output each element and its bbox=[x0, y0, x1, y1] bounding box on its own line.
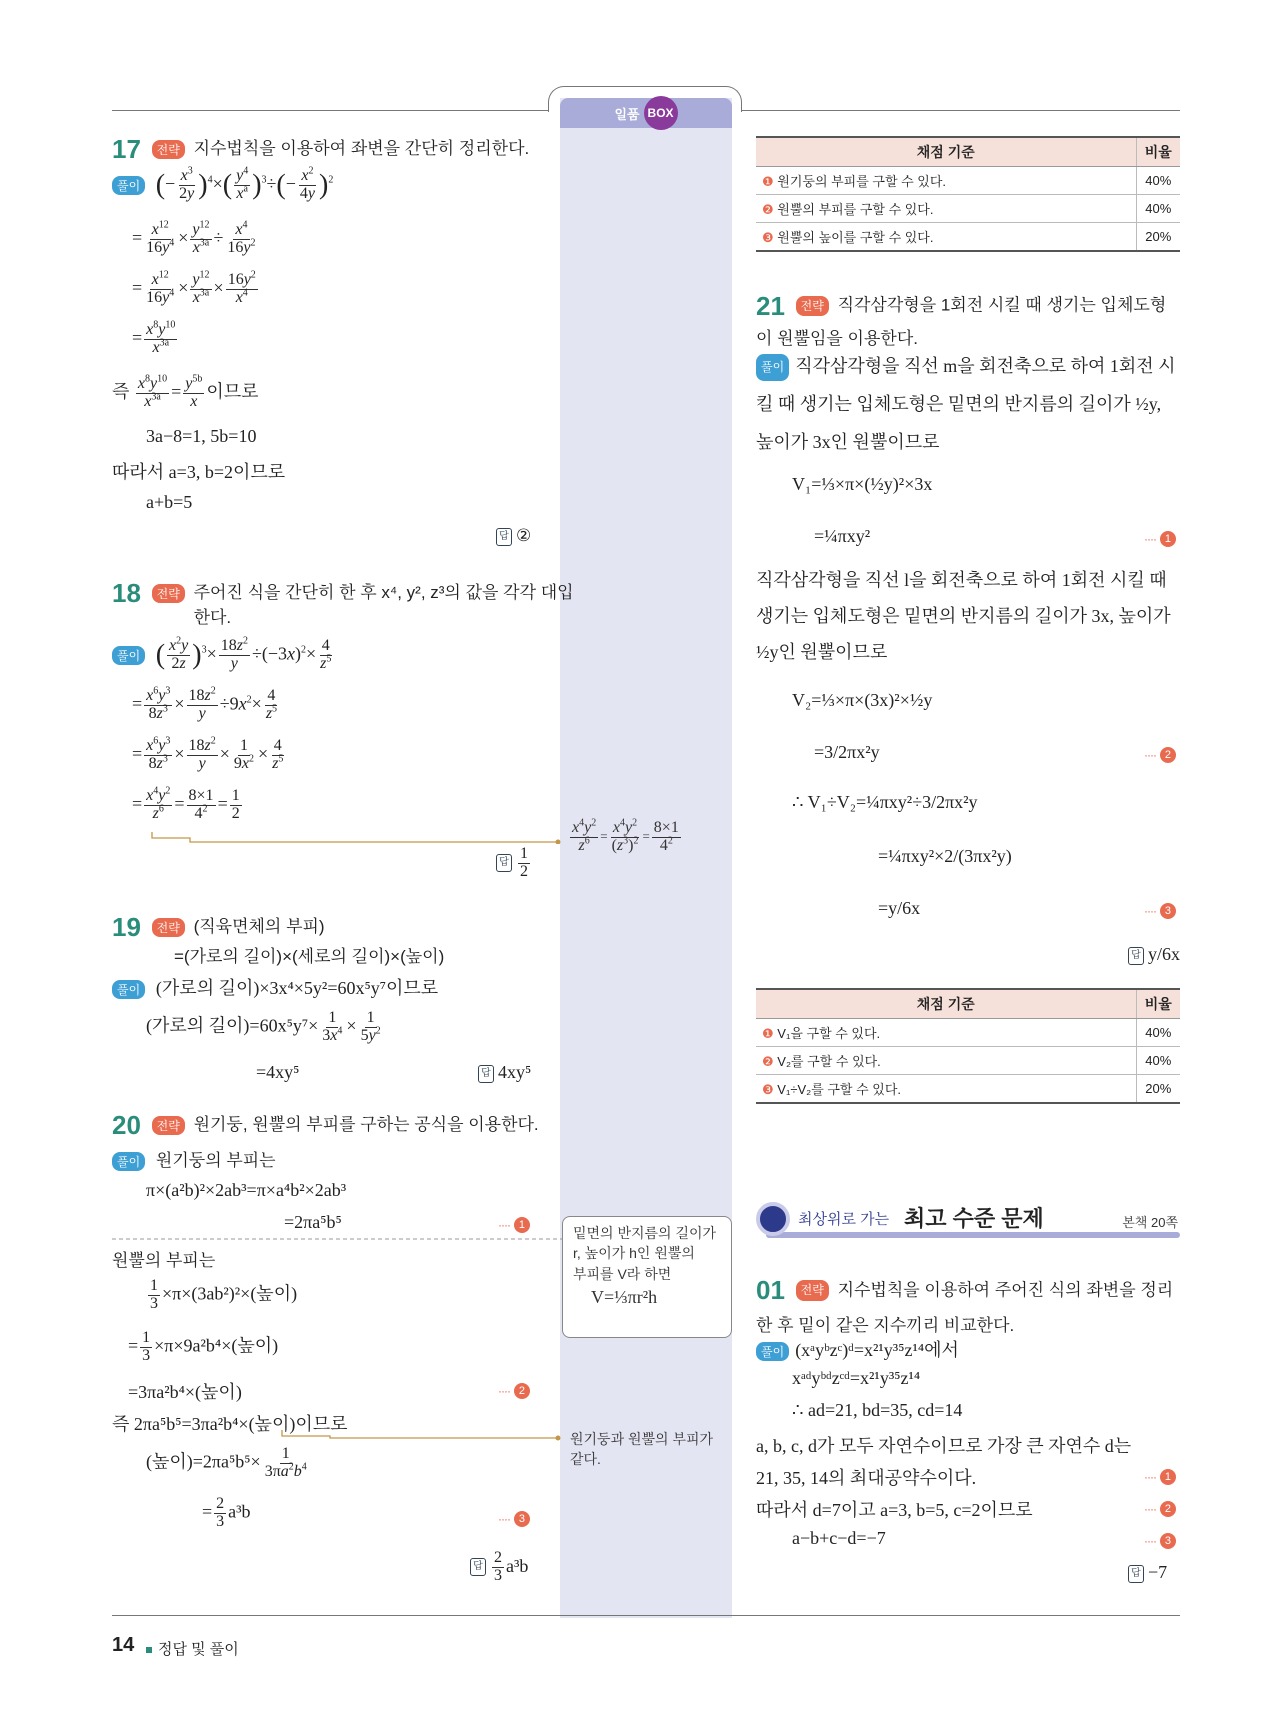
grade-row-text: V₁÷V₂를 구할 수 있다. bbox=[777, 1082, 901, 1097]
q19-sol-text2: (가로의 길이)=60x⁵y⁷× bbox=[146, 1015, 319, 1036]
q21-v2b: =3/2πx²y bbox=[814, 742, 880, 762]
q17-then-word: 즉 bbox=[112, 381, 130, 402]
q01-l3: ∴ ad=21, bd=35, cd=14 bbox=[792, 1400, 963, 1420]
section-header-dot-icon bbox=[756, 1202, 790, 1236]
q01-l2: xᵃᵈyᵇᵈzᶜᵈ=x²¹y³⁵z¹⁴ bbox=[792, 1368, 921, 1388]
grade-row bbox=[756, 1019, 1180, 1047]
section-page-ref: 본책 20쪽 bbox=[1122, 1215, 1178, 1230]
q20-step2 bbox=[498, 1380, 530, 1400]
grade-row-rate: 20% bbox=[1136, 1075, 1180, 1104]
center-note-q20-line1: 원기둥과 원뿔의 부피가 bbox=[570, 1431, 714, 1447]
step-marker-2: 2 bbox=[514, 1383, 530, 1399]
q17-sol-line2: = $\frac{x^{12}}{16y^4}$ × $\frac{y^{12}}{x^{3a}}$ ÷ $\frac{x^4}{16y^2}$ bbox=[132, 219, 256, 256]
q18-answer-den: 2 bbox=[520, 862, 528, 880]
grade-row-marker: ❸ bbox=[762, 230, 774, 245]
q20-l5: $\frac{1}{3}$ ×π×(3ab²)²×(높이) bbox=[150, 1277, 298, 1312]
footer-square-icon bbox=[146, 1647, 152, 1653]
note-box-line3: 부피를 V라 하면 bbox=[573, 1265, 672, 1282]
grade-head-criteria: 채점 기준 bbox=[756, 137, 1136, 167]
q17-answer bbox=[496, 526, 531, 546]
footer-title bbox=[146, 1638, 239, 1659]
q01-header bbox=[756, 1270, 1180, 1339]
q17-then-suffix: 이므로 bbox=[206, 381, 259, 402]
q20-l3: =2πa⁵b⁵ bbox=[284, 1212, 342, 1232]
q19-strategy-line2: =(가로의 길이)×(세로의 길이)×(높이) bbox=[174, 947, 445, 966]
q21-p2-text: 높이가 3x인 원뿔이므로 bbox=[756, 431, 940, 452]
q20-sol-line1 bbox=[112, 1146, 276, 1171]
q20-l10: = $\frac{2}{3}$ a³b bbox=[202, 1495, 251, 1530]
note-box-line4: V=⅓πr²h bbox=[591, 1286, 658, 1307]
grade-head-rate: 비율 bbox=[1136, 137, 1180, 167]
q20-header bbox=[112, 1110, 539, 1141]
q17-header bbox=[112, 134, 529, 165]
strategy-tag: 전략 bbox=[152, 584, 185, 603]
answer-icon: 답 bbox=[1128, 1565, 1144, 1583]
q21-step1 bbox=[1144, 528, 1176, 548]
grade-row-rate: 40% bbox=[1136, 195, 1180, 223]
grade-row-text: V₁을 구할 수 있다. bbox=[777, 1026, 881, 1041]
q19-answer-value: 4xy⁵ bbox=[498, 1062, 532, 1082]
grade-row-rate: 40% bbox=[1136, 167, 1180, 195]
grade-row-text: 원뿔의 부피를 구할 수 있다. bbox=[777, 202, 934, 217]
q20-dashed-connector bbox=[112, 1237, 564, 1241]
q20-text-l1: 원기둥의 부피는 bbox=[155, 1151, 276, 1170]
solution-tag: 풀이 bbox=[756, 354, 789, 381]
grade-row bbox=[756, 195, 1180, 223]
step-dots: ···· bbox=[498, 1512, 510, 1526]
q20-connector bbox=[280, 1428, 564, 1442]
box-title bbox=[560, 98, 732, 128]
q20-l9-text: (높이)=2πa⁵b⁵× bbox=[146, 1451, 261, 1472]
grade-row-rate: 40% bbox=[1136, 1047, 1180, 1075]
step-marker-3: 3 bbox=[1160, 1533, 1176, 1549]
header-rule-left bbox=[112, 110, 552, 111]
box-badge: BOX bbox=[644, 96, 678, 130]
q17-strategy: 지수법칙을 이용하여 좌변을 간단히 정리한다. bbox=[193, 139, 530, 158]
q01-l7: a−b+c−d=−7 bbox=[792, 1528, 886, 1548]
q18-connector bbox=[150, 830, 564, 844]
q01-step3 bbox=[1144, 1530, 1176, 1550]
q21-paragraph1 bbox=[756, 348, 1180, 461]
grade-row bbox=[756, 223, 1180, 252]
q21-v1a: V₁=⅓×π×(½y)²×3x bbox=[792, 474, 933, 494]
q21-header bbox=[756, 286, 1180, 353]
center-note-q20 bbox=[570, 1430, 713, 1469]
strategy-tag: 전략 bbox=[152, 1116, 185, 1135]
q19-sol-line3: =4xy⁵ bbox=[256, 1062, 300, 1082]
q01-strategy: 지수법칙을 이용하여 주어진 식의 좌변을 정리한 후 밑이 같은 지수끼리 비교한다. bbox=[756, 1280, 1174, 1335]
step-dots: ···· bbox=[1144, 1470, 1156, 1484]
note-box-line2: r, 높이가 h인 원뿔의 bbox=[573, 1245, 695, 1262]
q21-v1b: =¼πxy² bbox=[814, 526, 871, 546]
q21-p3-text: 직각삼각형을 직선 l을 회전축으로 하여 1회전 시킬 때 생기는 입체도형은 밑면의 반지름의 길이가 3x, 높이가 bbox=[756, 570, 1171, 626]
q17-eq2-text: a=3, b=2이므로 bbox=[168, 462, 286, 482]
grade-row-text: 원기둥의 부피를 구할 수 있다. bbox=[777, 174, 947, 189]
step-dots: ···· bbox=[1144, 1502, 1156, 1516]
q01-l4: a, b, c, d가 모두 자연수이므로 가장 큰 자연수 d는 bbox=[756, 1436, 1132, 1456]
q01-answer-value: −7 bbox=[1148, 1562, 1168, 1582]
step-dots: ···· bbox=[498, 1218, 510, 1232]
center-note-cone-formula bbox=[562, 1216, 732, 1338]
q19-header bbox=[112, 912, 325, 943]
q18-sol-line3: = $\frac{x^6y^3}{8z^3}$ × $\frac{18z^2}{y}$ × $\frac{1}{9x^2}$ × $\frac{4}{z^5}$ bbox=[132, 735, 284, 772]
step-marker-1: 1 bbox=[1160, 1469, 1176, 1485]
q19-strategy-line1: (직육면체의 부피) bbox=[193, 917, 325, 936]
q17-sol-line5: 즉 $\frac{x^8y^{10}}{x^{3a}}$ = $\frac{y^{5b}}{x}$ 이므로 bbox=[112, 373, 259, 410]
q01-l1-text: (xᵃyᵇzᶜ)ᵈ=x²¹y³⁵z¹⁴에서 bbox=[795, 1340, 959, 1360]
grade-row-marker: ❷ bbox=[762, 1054, 774, 1069]
page-number: 14 bbox=[112, 1634, 135, 1656]
box-title-text: 일품 bbox=[614, 106, 640, 122]
q21-step2 bbox=[1144, 744, 1176, 764]
q20-l6: = $\frac{1}{3}$ ×π×9a²b⁴×(높이) bbox=[128, 1329, 279, 1364]
strategy-tag: 전략 bbox=[796, 1280, 829, 1301]
q19-answer bbox=[478, 1062, 531, 1083]
q01-l5: 21, 35, 14의 최대공약수이다. bbox=[756, 1468, 977, 1488]
step-dots: ···· bbox=[1144, 532, 1156, 546]
q21-r3: =y/6x bbox=[878, 898, 921, 918]
q18-answer-num: 1 bbox=[520, 845, 528, 862]
step-dots: ···· bbox=[1144, 1534, 1156, 1548]
q17-sol-line3: = $\frac{x^{12}}{16y^4}$ × $\frac{y^{12}}{x^{3a}}$ × $\frac{16y^2}{x^4}$ bbox=[132, 269, 256, 306]
q19-sol-line2: (가로의 길이)=60x⁵y⁷× $\frac{1}{3x^4}$ × $\frac{1}{5y^2}$ bbox=[146, 1009, 381, 1044]
solution-tag: 풀이 bbox=[112, 1152, 145, 1171]
q21-strategy: 직각삼각형을 1회전 시킬 때 생기는 입체도형이 원뿔임을 이용한다. bbox=[756, 295, 1167, 349]
grade-head-criteria: 채점 기준 bbox=[756, 989, 1136, 1019]
step-marker-3: 3 bbox=[514, 1511, 530, 1527]
grade-row-marker: ❸ bbox=[762, 1082, 774, 1097]
q20-l2: π×(a²b)²×2ab³=π×a⁴b²×2ab³ bbox=[146, 1180, 347, 1200]
q17-sol-line4: = $\frac{x^8y^{10}}{x^{3a}}$ bbox=[132, 319, 176, 356]
q17-eq2-prefix: 따라서 bbox=[112, 462, 165, 482]
step-marker-1: 1 bbox=[514, 1217, 530, 1233]
grade-row-text: V₂를 구할 수 있다. bbox=[777, 1054, 881, 1069]
q21-v2a: V₂=⅓×π×(3x)²×½y bbox=[792, 690, 933, 710]
q17-eq1: 3a−8=1, 5b=10 bbox=[146, 426, 257, 446]
q20-number: 20 bbox=[112, 1110, 141, 1141]
grade-row-marker: ❶ bbox=[762, 174, 774, 189]
q18-sol-line4: = $\frac{x^4y^2}{z^6}$ = $\frac{8\times 1}{4^2}$ = $\frac{1}{2}$ bbox=[132, 785, 240, 822]
q20-l4: 원뿔의 부피는 bbox=[112, 1251, 216, 1270]
q18-answer bbox=[496, 846, 532, 881]
q20-strategy: 원기둥, 원뿔의 부피를 구하는 공식을 이용한다. bbox=[193, 1115, 539, 1134]
q17-answer-value: ② bbox=[516, 526, 532, 545]
q20-l7: =3πa²b⁴×(높이) bbox=[128, 1382, 242, 1402]
footer-rule bbox=[112, 1615, 1180, 1616]
q01-number: 01 bbox=[756, 1275, 785, 1305]
q21-p4-text: ½y인 원뿔이므로 bbox=[756, 642, 888, 662]
q17-eq2 bbox=[112, 458, 285, 484]
center-note-q20-line2: 같다. bbox=[570, 1450, 601, 1467]
q21-r1: ∴ V₁÷V₂=¼πxy²÷3/2πx²y bbox=[792, 792, 978, 812]
strategy-tag: 전략 bbox=[152, 140, 185, 159]
q21-answer bbox=[1128, 944, 1180, 965]
strategy-tag: 전략 bbox=[796, 296, 829, 317]
q01-l1 bbox=[756, 1336, 959, 1362]
q01-step1 bbox=[1144, 1466, 1176, 1486]
grade-row bbox=[756, 1075, 1180, 1104]
note-box-line1: 밑면의 반지름의 길이가 bbox=[573, 1225, 717, 1241]
q20-answer-value: a³b bbox=[506, 1555, 529, 1576]
section-subtitle: 최상위로 가는 bbox=[798, 1211, 890, 1228]
center-note-q18: $\frac{x^4y^2}{z^6}$ = $\frac{x^4y^2}{(z^3)^2}$ = $\frac{8\times 1}{4^2}$ bbox=[572, 817, 679, 854]
solution-tag: 풀이 bbox=[112, 646, 145, 665]
q20-l9: (높이)=2πa⁵b⁵× $\frac{1}{3\pi a^2b^4}$ bbox=[146, 1445, 307, 1480]
q18-strategy: 주어진 식을 간단히 한 후 x⁴, y², z³의 값을 각각 대입한다. bbox=[193, 583, 574, 627]
q21-number: 21 bbox=[756, 291, 785, 321]
q18-number: 18 bbox=[112, 578, 141, 608]
answer-icon: 답 bbox=[496, 854, 512, 872]
q20-step1 bbox=[498, 1214, 530, 1234]
q20-l5-text: ×π×(3ab²)²×(높이) bbox=[162, 1283, 298, 1304]
q21-r2: =¼πxy²×2/(3πx²y) bbox=[878, 846, 1012, 866]
section-title: 최고 수준 문제 bbox=[904, 1206, 1044, 1231]
step-marker-2: 2 bbox=[1160, 747, 1176, 763]
q19-number: 19 bbox=[112, 912, 141, 943]
grade-row bbox=[756, 1047, 1180, 1075]
step-dots: ···· bbox=[498, 1384, 510, 1398]
q19-sol-line1 bbox=[112, 974, 438, 1000]
grade-row-marker: ❶ bbox=[762, 1026, 774, 1041]
q20-l8: 즉 2πa⁵b⁵=3πa²b⁴×(높이)이므로 bbox=[112, 1414, 348, 1434]
q20-l10-text: a³b bbox=[228, 1501, 251, 1522]
section-header bbox=[756, 1200, 1180, 1242]
q17-sol-line1: 풀이 (− $\frac{x^3}{2y}$ )$^4$×( $\frac{y^4}{x^a}$ )$^3$÷(− $\frac{x^2}{4y}$ )$^2$ bbox=[112, 168, 333, 203]
q20-answer: 답 $\frac{2}{3}$ a³b bbox=[470, 1550, 528, 1585]
step-marker-1: 1 bbox=[1160, 531, 1176, 547]
footer-title-text: 정답 및 풀이 bbox=[158, 1641, 239, 1658]
header-rule-right bbox=[738, 110, 1180, 111]
grade-head-rate: 비율 bbox=[1136, 989, 1180, 1019]
grade-row-rate: 20% bbox=[1136, 223, 1180, 252]
step-dots: ···· bbox=[1144, 904, 1156, 918]
q18-header bbox=[112, 578, 574, 628]
q21-paragraph2 bbox=[756, 562, 1180, 670]
solution-tag: 풀이 bbox=[112, 176, 145, 195]
solution-tag: 풀이 bbox=[756, 1342, 789, 1361]
solution-tag: 풀이 bbox=[112, 980, 145, 999]
grade-row-text: 원뿔의 높이를 구할 수 있다. bbox=[777, 230, 934, 245]
q21-answer-value: y/6x bbox=[1148, 944, 1181, 964]
q21-p1-text: 직각삼각형을 직선 m을 회전축으로 하여 1회전 시킬 때 생기는 입체도형은 밑면의 반지름의 길이가 ½y, bbox=[756, 356, 1176, 414]
step-marker-2: 2 bbox=[1160, 1501, 1176, 1517]
q21-step3 bbox=[1144, 900, 1176, 920]
q01-step2 bbox=[1144, 1498, 1176, 1518]
q17-number: 17 bbox=[112, 134, 141, 165]
step-dots: ···· bbox=[1144, 748, 1156, 762]
q01-answer bbox=[1128, 1562, 1167, 1583]
grade-table-1 bbox=[756, 136, 1180, 252]
grade-table-2 bbox=[756, 988, 1180, 1104]
answer-icon: 답 bbox=[496, 528, 512, 546]
q19-sol-text1: (가로의 길이)×3x⁴×5y²=60x⁵y⁷이므로 bbox=[155, 978, 439, 998]
grade-row-rate: 40% bbox=[1136, 1019, 1180, 1047]
q18-sol-line2: = $\frac{x^6y^3}{8z^3}$ × $\frac{18z^2}{y}$ $\div 9x^2\times$ $\frac{4}{z^5}$ bbox=[132, 685, 278, 722]
answer-icon: 답 bbox=[478, 1065, 494, 1083]
answer-icon: 답 bbox=[1128, 947, 1144, 965]
q20-step3 bbox=[498, 1508, 530, 1528]
strategy-tag: 전략 bbox=[152, 918, 185, 937]
step-marker-3: 3 bbox=[1160, 903, 1176, 919]
q20-l6-text: ×π×9a²b⁴×(높이) bbox=[154, 1335, 279, 1356]
grade-row bbox=[756, 167, 1180, 195]
grade-row-marker: ❷ bbox=[762, 202, 774, 217]
q17-eq3: a+b=5 bbox=[146, 492, 193, 512]
center-note-column bbox=[560, 98, 732, 1618]
answer-icon: 답 bbox=[470, 1558, 486, 1576]
q18-sol-line1: 풀이 ( $\frac{x^2y}{2z}$ )$^3$× $\frac{18z^2}{y}$ $\div(-3x)^2\times$ $\frac{4}{z^5}$ bbox=[112, 638, 335, 673]
q01-l6: 따라서 d=7이고 a=3, b=5, c=2이므로 bbox=[756, 1500, 1033, 1520]
